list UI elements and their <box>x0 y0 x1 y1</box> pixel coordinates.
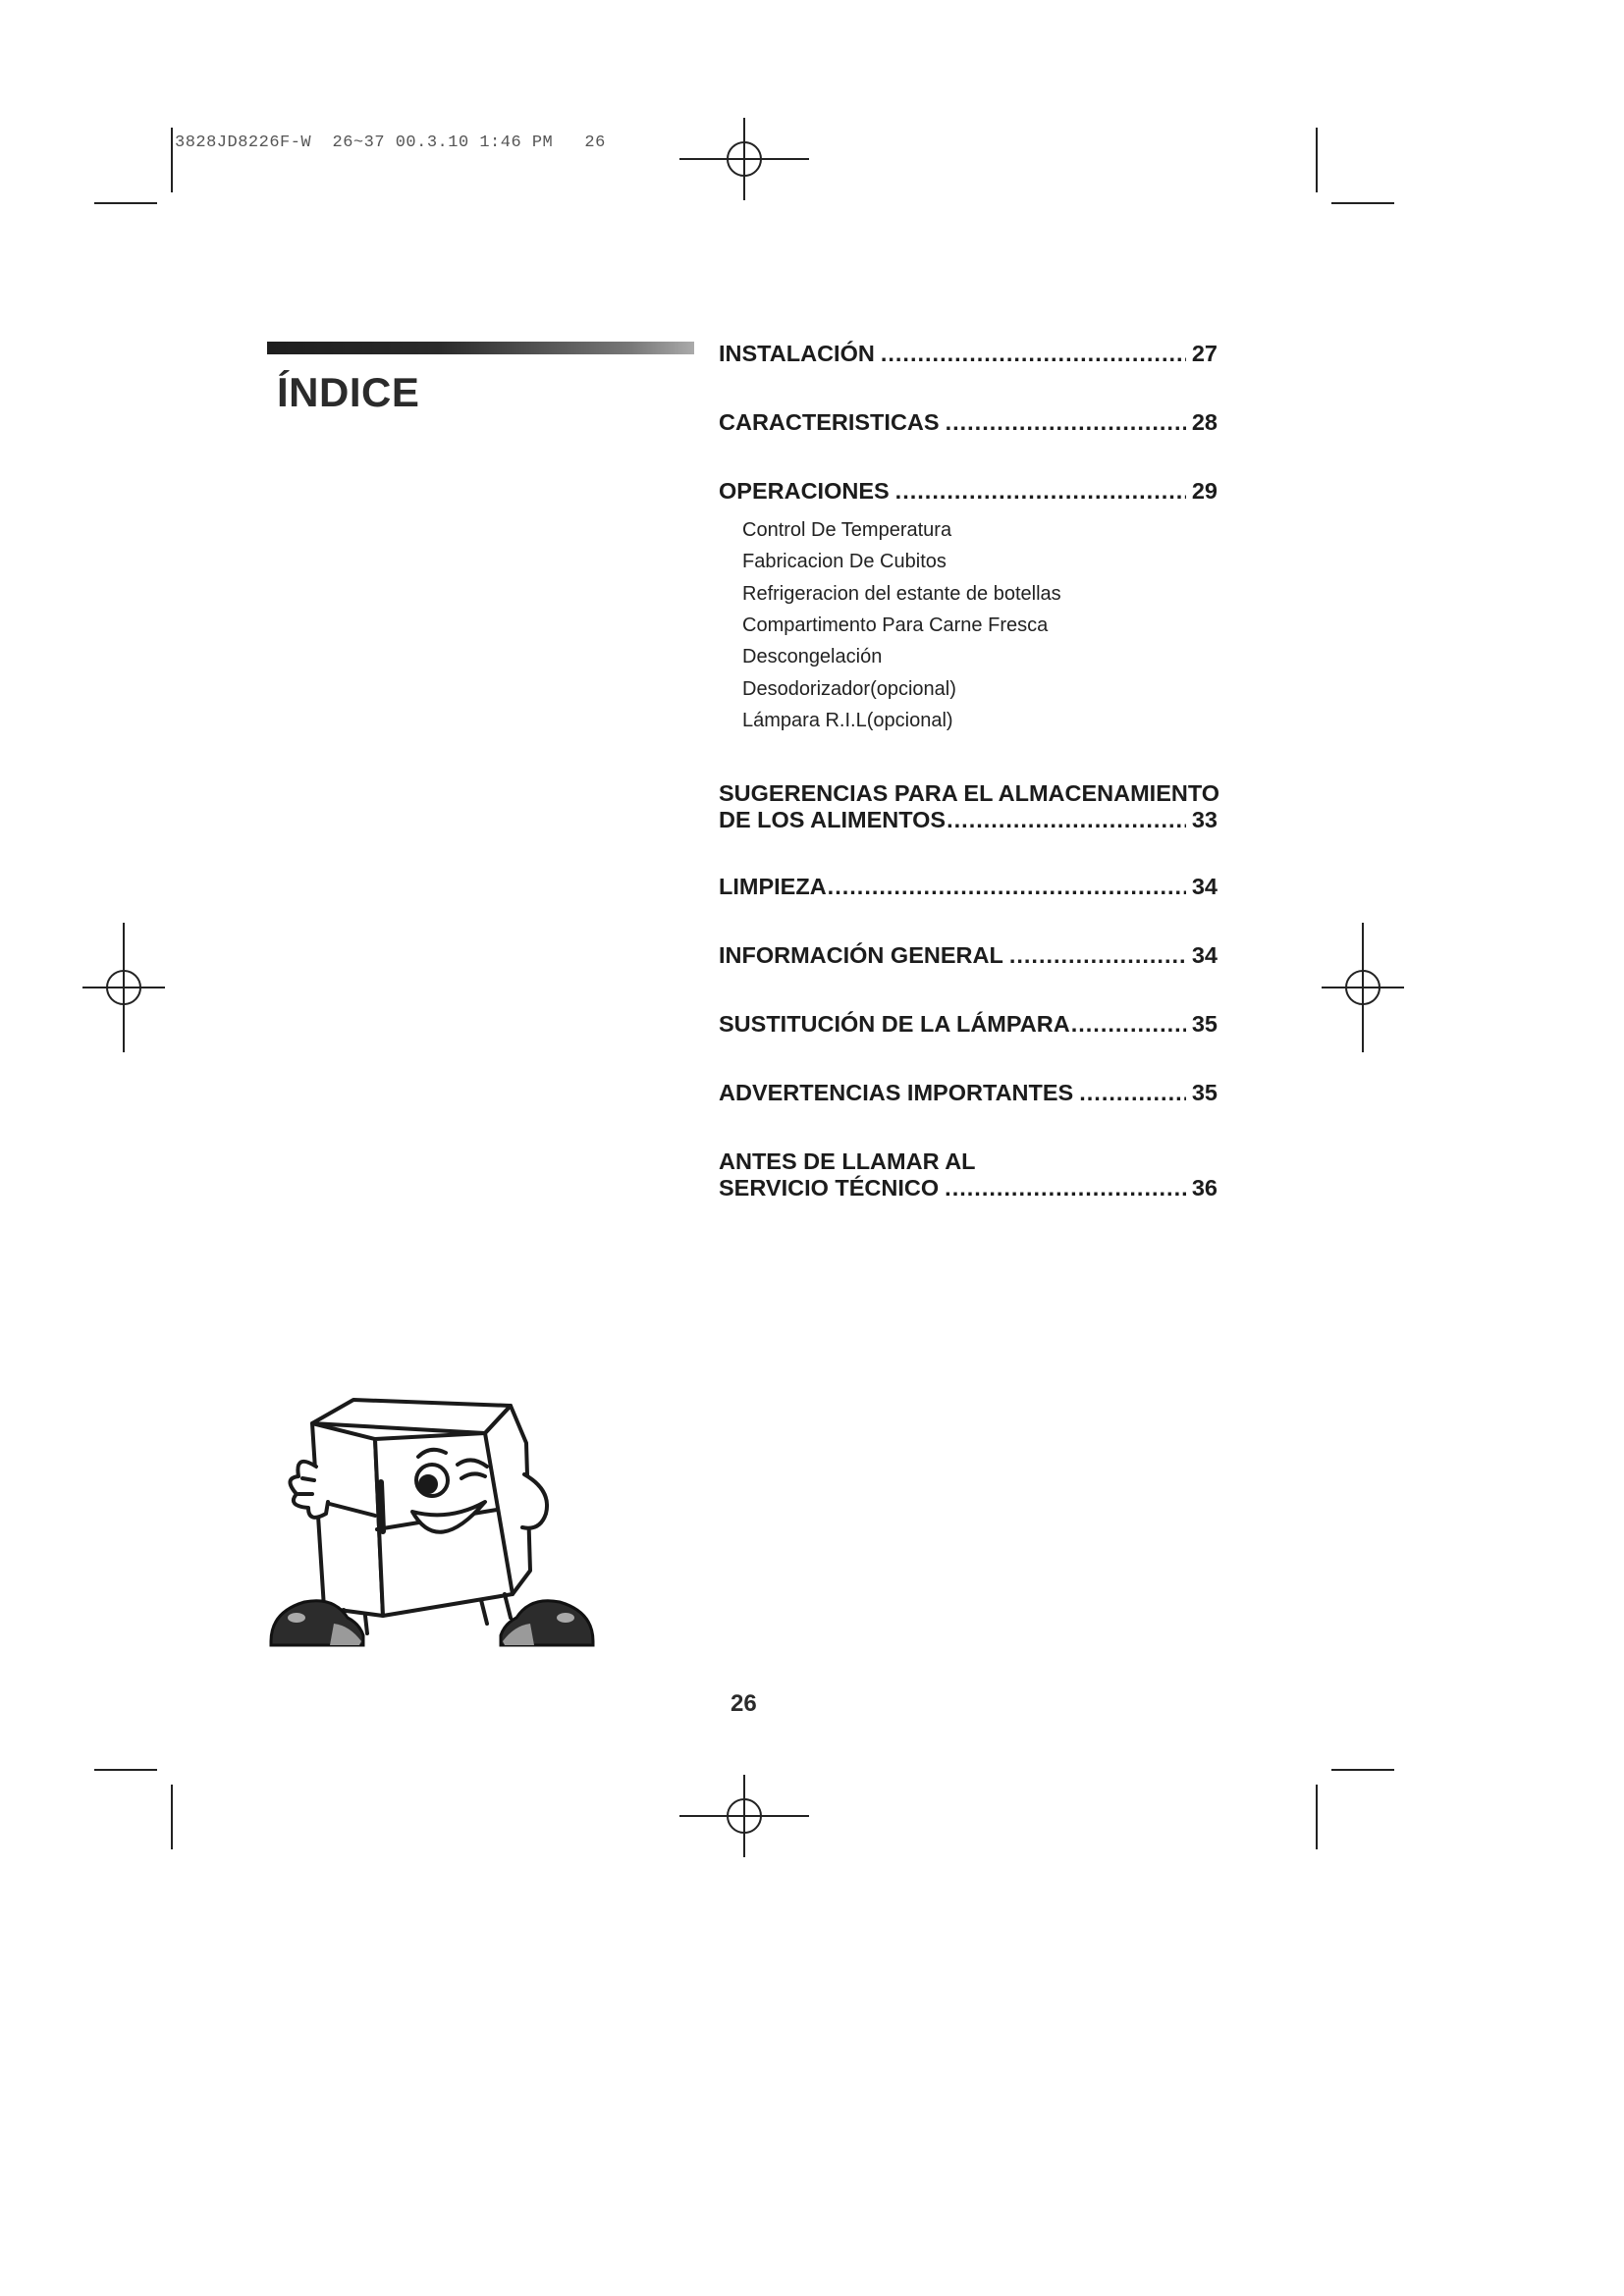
toc-page: 33 <box>1191 807 1218 832</box>
crop-mark <box>171 1785 173 1849</box>
page-number: 26 <box>731 1690 757 1717</box>
toc-page: 35 <box>1191 1011 1218 1037</box>
toc-entry[interactable] <box>719 409 1218 436</box>
toc-subitem[interactable]: Lámpara R.I.L(opcional) <box>742 710 953 731</box>
print-slug: 3828JD8226F-W 26~37 00.3.10 1:46 PM 26 <box>175 133 606 152</box>
toc-page: 34 <box>1191 874 1218 899</box>
toc-subitem[interactable]: Compartimento Para Carne Fresca <box>742 614 1049 636</box>
toc-entry[interactable] <box>719 478 1218 505</box>
toc-subitem[interactable]: Descongelación <box>742 646 883 667</box>
dot-leader <box>895 478 1186 505</box>
toc-label-line1: SUGERENCIAS PARA EL ALMACENAMIENTO <box>719 780 1220 806</box>
toc-entry[interactable] <box>719 874 1218 900</box>
toc-page: 28 <box>1191 409 1218 435</box>
toc-label: OPERACIONES <box>719 478 890 504</box>
registration-mark-icon <box>679 118 809 200</box>
toc-entry[interactable] <box>719 780 1218 833</box>
toc-entry[interactable] <box>719 1148 1218 1201</box>
toc-subitem[interactable]: Control De Temperatura <box>742 519 952 541</box>
toc-label: ADVERTENCIAS IMPORTANTES <box>719 1080 1074 1105</box>
registration-mark-icon <box>82 923 165 1052</box>
refrigerator-mascot-icon <box>265 1384 599 1649</box>
registration-mark-icon <box>1322 923 1404 1052</box>
dot-leader <box>946 409 1186 436</box>
toc-entry[interactable] <box>719 341 1218 367</box>
crop-mark <box>1331 202 1394 204</box>
toc-entry[interactable] <box>719 942 1218 969</box>
crop-mark <box>1316 128 1318 192</box>
toc-subitem[interactable]: Desodorizador(opcional) <box>742 678 956 700</box>
toc-page: 36 <box>1191 1175 1218 1201</box>
toc-label: SERVICIO TÉCNICO <box>719 1175 940 1201</box>
dot-leader <box>1079 1080 1186 1106</box>
toc-label: INFORMACIÓN GENERAL <box>719 942 1003 968</box>
toc-label: LIMPIEZA <box>719 874 827 899</box>
crop-mark <box>171 128 173 192</box>
dot-leader <box>1009 942 1186 969</box>
toc-page: 34 <box>1191 942 1218 968</box>
dot-leader <box>947 807 1186 833</box>
dot-leader <box>945 1175 1186 1201</box>
dot-leader <box>881 341 1186 367</box>
dot-leader <box>828 874 1186 900</box>
toc-entry[interactable] <box>719 1080 1218 1106</box>
toc-label-line1: ANTES DE LLAMAR AL <box>719 1148 976 1174</box>
crop-mark <box>94 202 157 204</box>
toc-label: INSTALACIÓN <box>719 341 875 366</box>
page-title: ÍNDICE <box>277 369 420 415</box>
toc-label: CARACTERISTICAS <box>719 409 940 435</box>
crop-mark <box>1316 1785 1318 1849</box>
title-bar <box>267 342 694 354</box>
toc-label: SUSTITUCIÓN DE LA LÁMPARA <box>719 1011 1070 1037</box>
toc-subitem[interactable]: Refrigeracion del estante de botellas <box>742 583 1061 605</box>
dot-leader <box>1071 1011 1186 1038</box>
toc-page: 35 <box>1191 1080 1218 1105</box>
registration-mark-icon <box>679 1775 809 1857</box>
toc-entry[interactable] <box>719 1011 1218 1038</box>
crop-mark <box>1331 1769 1394 1771</box>
toc-page: 29 <box>1191 478 1218 504</box>
toc-label: DE LOS ALIMENTOS <box>719 807 947 832</box>
toc-subitem[interactable]: Fabricacion De Cubitos <box>742 551 947 572</box>
toc-page: 27 <box>1191 341 1218 366</box>
crop-mark <box>94 1769 157 1771</box>
